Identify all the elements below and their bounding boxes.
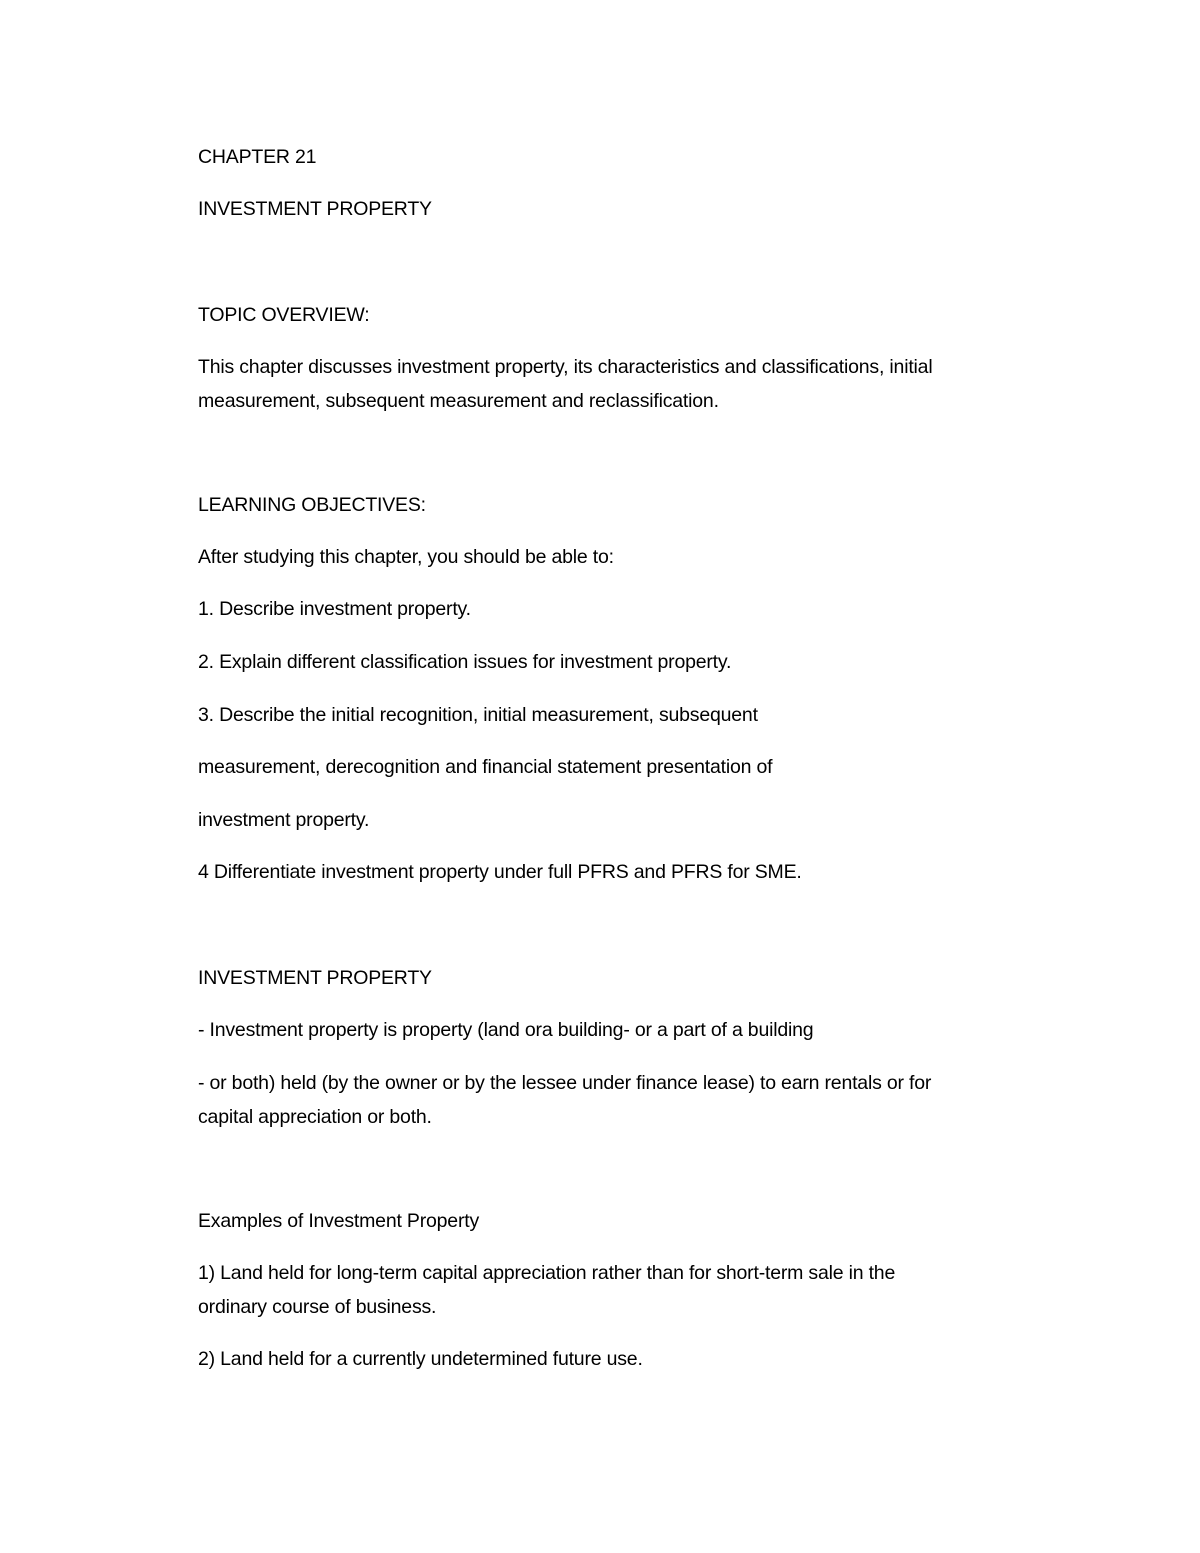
objective-item: 2. Explain different classification issues for investment property. (198, 651, 732, 673)
definition-line: - or both) held (by the owner or by the lessee under finance lease) to earn rentals or for (198, 1072, 932, 1094)
topic-overview-line: measurement, subsequent measurement and reclassification. (198, 390, 719, 412)
examples-heading: Examples of Investment Property (198, 1210, 480, 1232)
chapter-title: INVESTMENT PROPERTY (198, 198, 432, 220)
objective-item: measurement, derecognition and financial statement presentation of (198, 756, 773, 778)
objective-item: 3. Describe the initial recognition, initial measurement, subsequent (198, 704, 758, 726)
topic-overview-paragraph (198, 350, 1058, 418)
objective-item: investment property. (198, 809, 370, 831)
objective-item: 1. Describe investment property. (198, 598, 471, 620)
definition-line: - Investment property is property (land ora building- or a part of a building (198, 1019, 814, 1041)
example-line: 1) Land held for long-term capital appreciation rather than for short-term sale in the (198, 1262, 896, 1284)
investment-property-heading: INVESTMENT PROPERTY (198, 967, 432, 989)
definition-line: capital appreciation or both. (198, 1106, 432, 1128)
chapter-label: CHAPTER 21 (198, 146, 317, 168)
example-line: ordinary course of business. (198, 1296, 437, 1318)
example-item (198, 1256, 1058, 1324)
learning-objectives-heading: LEARNING OBJECTIVES: (198, 494, 426, 516)
topic-overview-line: This chapter discusses investment property, its characteristics and classifications, initial (198, 356, 933, 378)
learning-objectives-intro: After studying this chapter, you should be able to: (198, 546, 614, 568)
example-item: 2) Land held for a currently undetermined future use. (198, 1348, 643, 1370)
objective-item: 4 Differentiate investment property under full PFRS and PFRS for SME. (198, 861, 802, 883)
topic-overview-heading: TOPIC OVERVIEW: (198, 304, 370, 326)
definition-paragraph (198, 1066, 1058, 1134)
